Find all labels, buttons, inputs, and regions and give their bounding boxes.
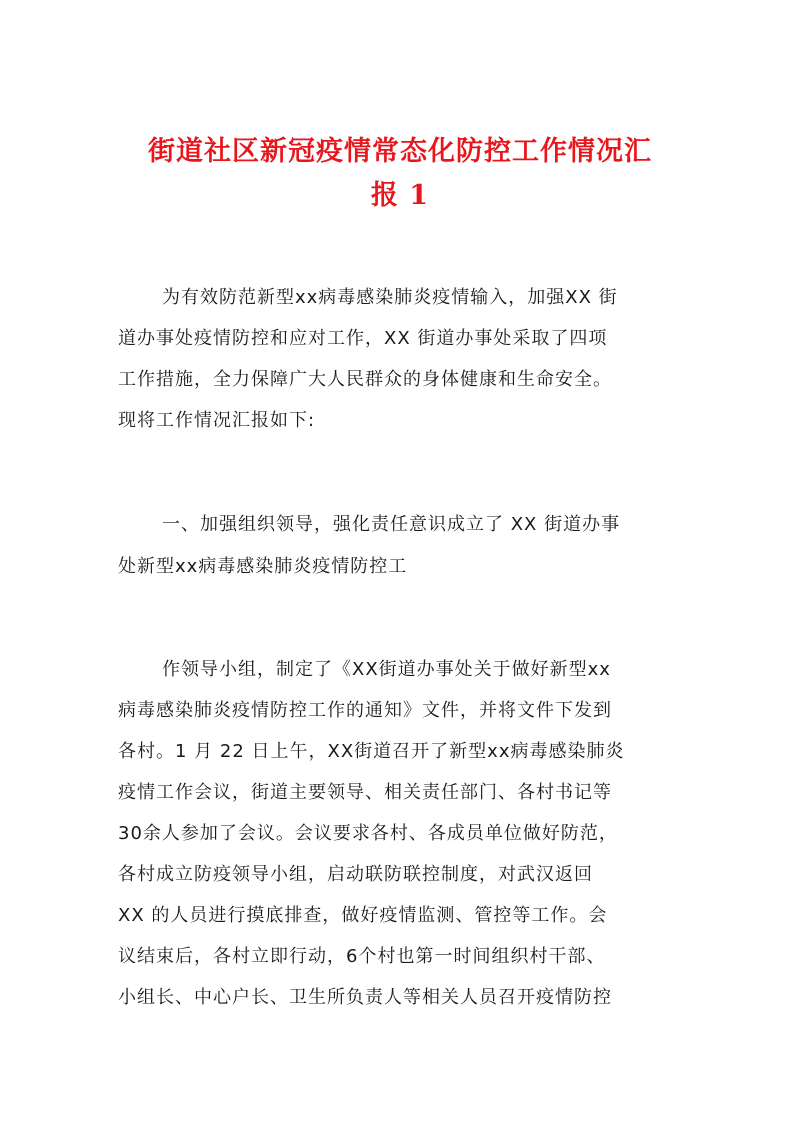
document-title-line-2: 报 1 xyxy=(370,180,430,211)
paragraph-3-line-2: 病毒感染肺炎疫情防控工作的通知》文件，并将文件下发到 xyxy=(118,700,612,721)
paragraph-1-line-2: 道办事处疫情防控和应对工作，XX 街道办事处采取了四项 xyxy=(118,328,608,349)
paragraph-3-line-7: XX 的人员进行摸底排查，做好疫情监测、管控等工作。会 xyxy=(118,905,608,926)
paragraph-1-line-1: 为有效防范新型xx病毒感染肺炎疫情输入，加强XX 街 xyxy=(162,287,618,308)
paragraph-3-line-3: 各村。1 月 22 日上午，XX街道召开了新型xx病毒感染肺炎 xyxy=(118,741,625,762)
paragraph-3-line-6: 各村成立防疫领导小组，启动联防联控制度，对武汉返回 xyxy=(118,864,593,885)
paragraph-3-line-1: 作领导小组，制定了《XX街道办事处关于做好新型xx xyxy=(162,659,611,680)
paragraph-2-line-1: 一、加强组织领导，强化责任意识成立了 XX 街道办事 xyxy=(162,514,621,535)
paragraph-3-line-9: 小组长、中心户长、卫生所负责人等相关人员召开疫情防控 xyxy=(118,987,612,1008)
paragraph-1-line-4: 现将工作情况汇报如下: xyxy=(118,410,316,431)
paragraph-3-line-8: 议结束后，各村立即行动，6个村也第一时间组织村干部、 xyxy=(118,946,606,967)
paragraph-3-line-5: 30余人参加了会议。会议要求各村、各成员单位做好防范， xyxy=(118,823,618,844)
document-title-line-1: 街道社区新冠疫情常态化防控工作情况汇 xyxy=(148,136,652,167)
paragraph-3-line-4: 疫情工作会议，街道主要领导、相关责任部门、各村书记等 xyxy=(118,782,612,803)
paragraph-1-line-3: 工作措施，全力保障广大人民群众的身体健康和生命安全。 xyxy=(118,369,612,390)
paragraph-2-line-2: 处新型xx病毒感染肺炎疫情防控工 xyxy=(118,556,408,577)
